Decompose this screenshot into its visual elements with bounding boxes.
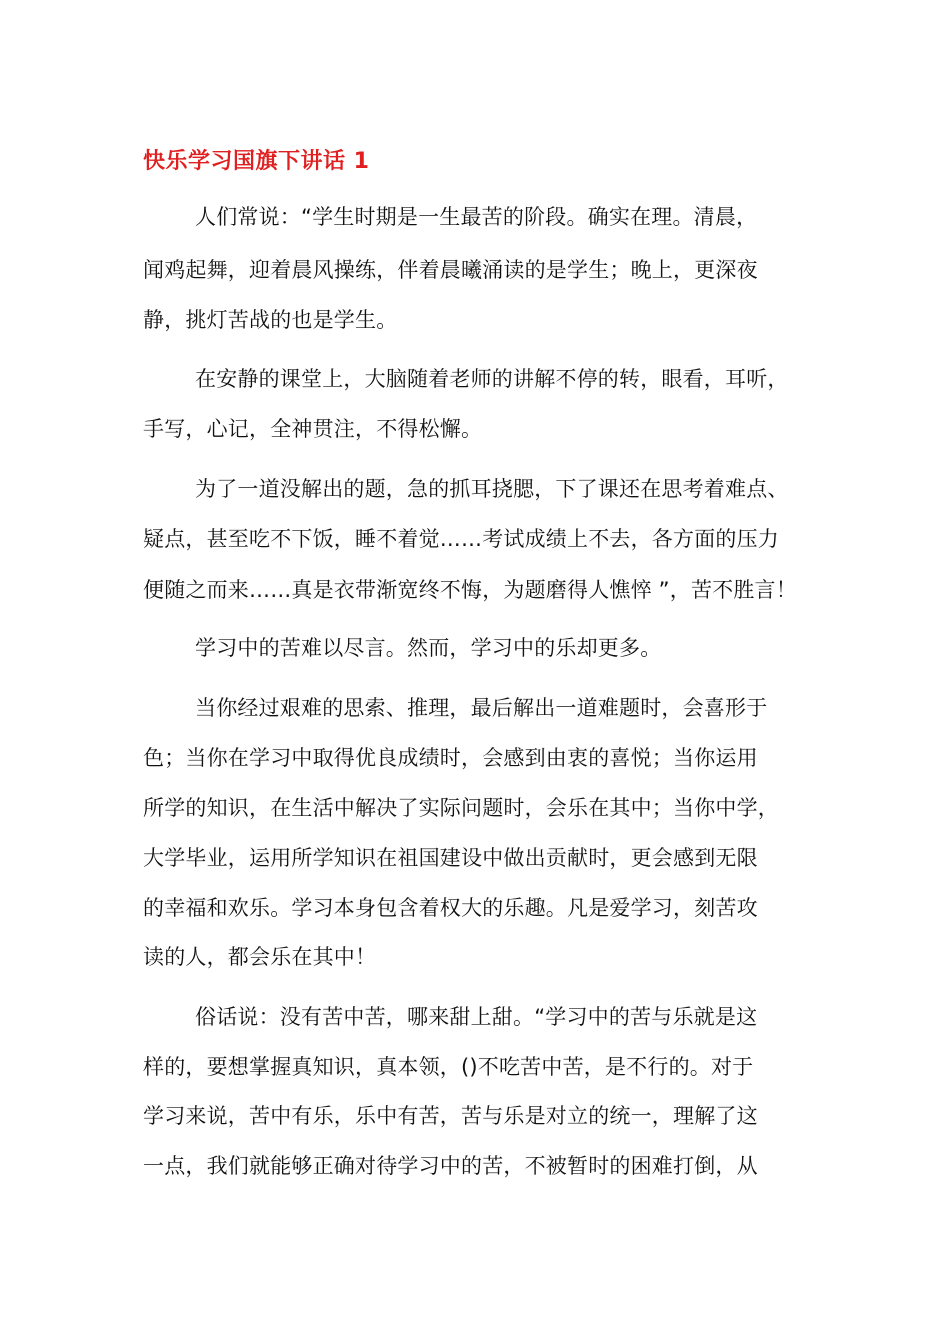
text-line: 手写，心记，全神贯注，不得松懈。 [143,417,483,441]
text-line: 为了一道没解出的题，急的抓耳挠腮，下了课还在思考着难点、 [195,477,789,501]
text-line: 学习中的苦难以尽言。然而，学习中的乐却更多。 [195,636,662,660]
document-title: 快乐学习国旗下讲话 1 [143,149,370,174]
text-line: 便随之而来……真是衣带渐宽终不悔，为题磨得人憔悴 ”，苦不胜言！ [143,578,797,602]
text-line: 俗话说：没有苦中苦，哪来甜上甜。“学习中的苦与乐就是这 [195,1005,758,1029]
text-line: 疑点，甚至吃不下饭，睡不着觉……考试成绩上不去，各方面的压力 [143,527,779,551]
text-line: 学习来说，苦中有乐，乐中有苦，苦与乐是对立的统一，理解了这 [143,1104,758,1128]
text-line: 读的人，都会乐在其中！ [143,945,377,969]
text-line: 大学毕业，运用所学知识在祖国建设中做出贡献时，更会感到无限 [143,846,758,870]
text-line: 色；当你在学习中取得优良成绩时，会感到由衷的喜悦；当你运用 [143,746,758,770]
text-line: 静，挑灯苦战的也是学生。 [143,308,398,332]
text-line: 当你经过艰难的思索、推理，最后解出一道难题时，会喜形于 [195,696,768,720]
text-line: 在安静的课堂上，大脑随着老师的讲解不停的转，眼看，耳听， [195,367,789,391]
text-line: 一点，我们就能够正确对待学习中的苦，不被暂时的困难打倒，从 [143,1154,758,1178]
text-line: 的幸福和欢乐。学习本身包含着权大的乐趣。凡是爱学习，刻苦攻 [143,896,758,920]
text-line: 样的，要想掌握真知识，真本领，()不吃苦中苦，是不行的。对于 [143,1055,754,1079]
text-line: 闻鸡起舞，迎着晨风操练，伴着晨曦涌读的是学生；晚上，更深夜 [143,258,758,282]
text-line: 所学的知识，在生活中解决了实际问题时，会乐在其中；当你中学， [143,796,779,820]
text-line: 人们常说：“学生时期是一生最苦的阶段。确实在理。清晨， [195,205,758,229]
